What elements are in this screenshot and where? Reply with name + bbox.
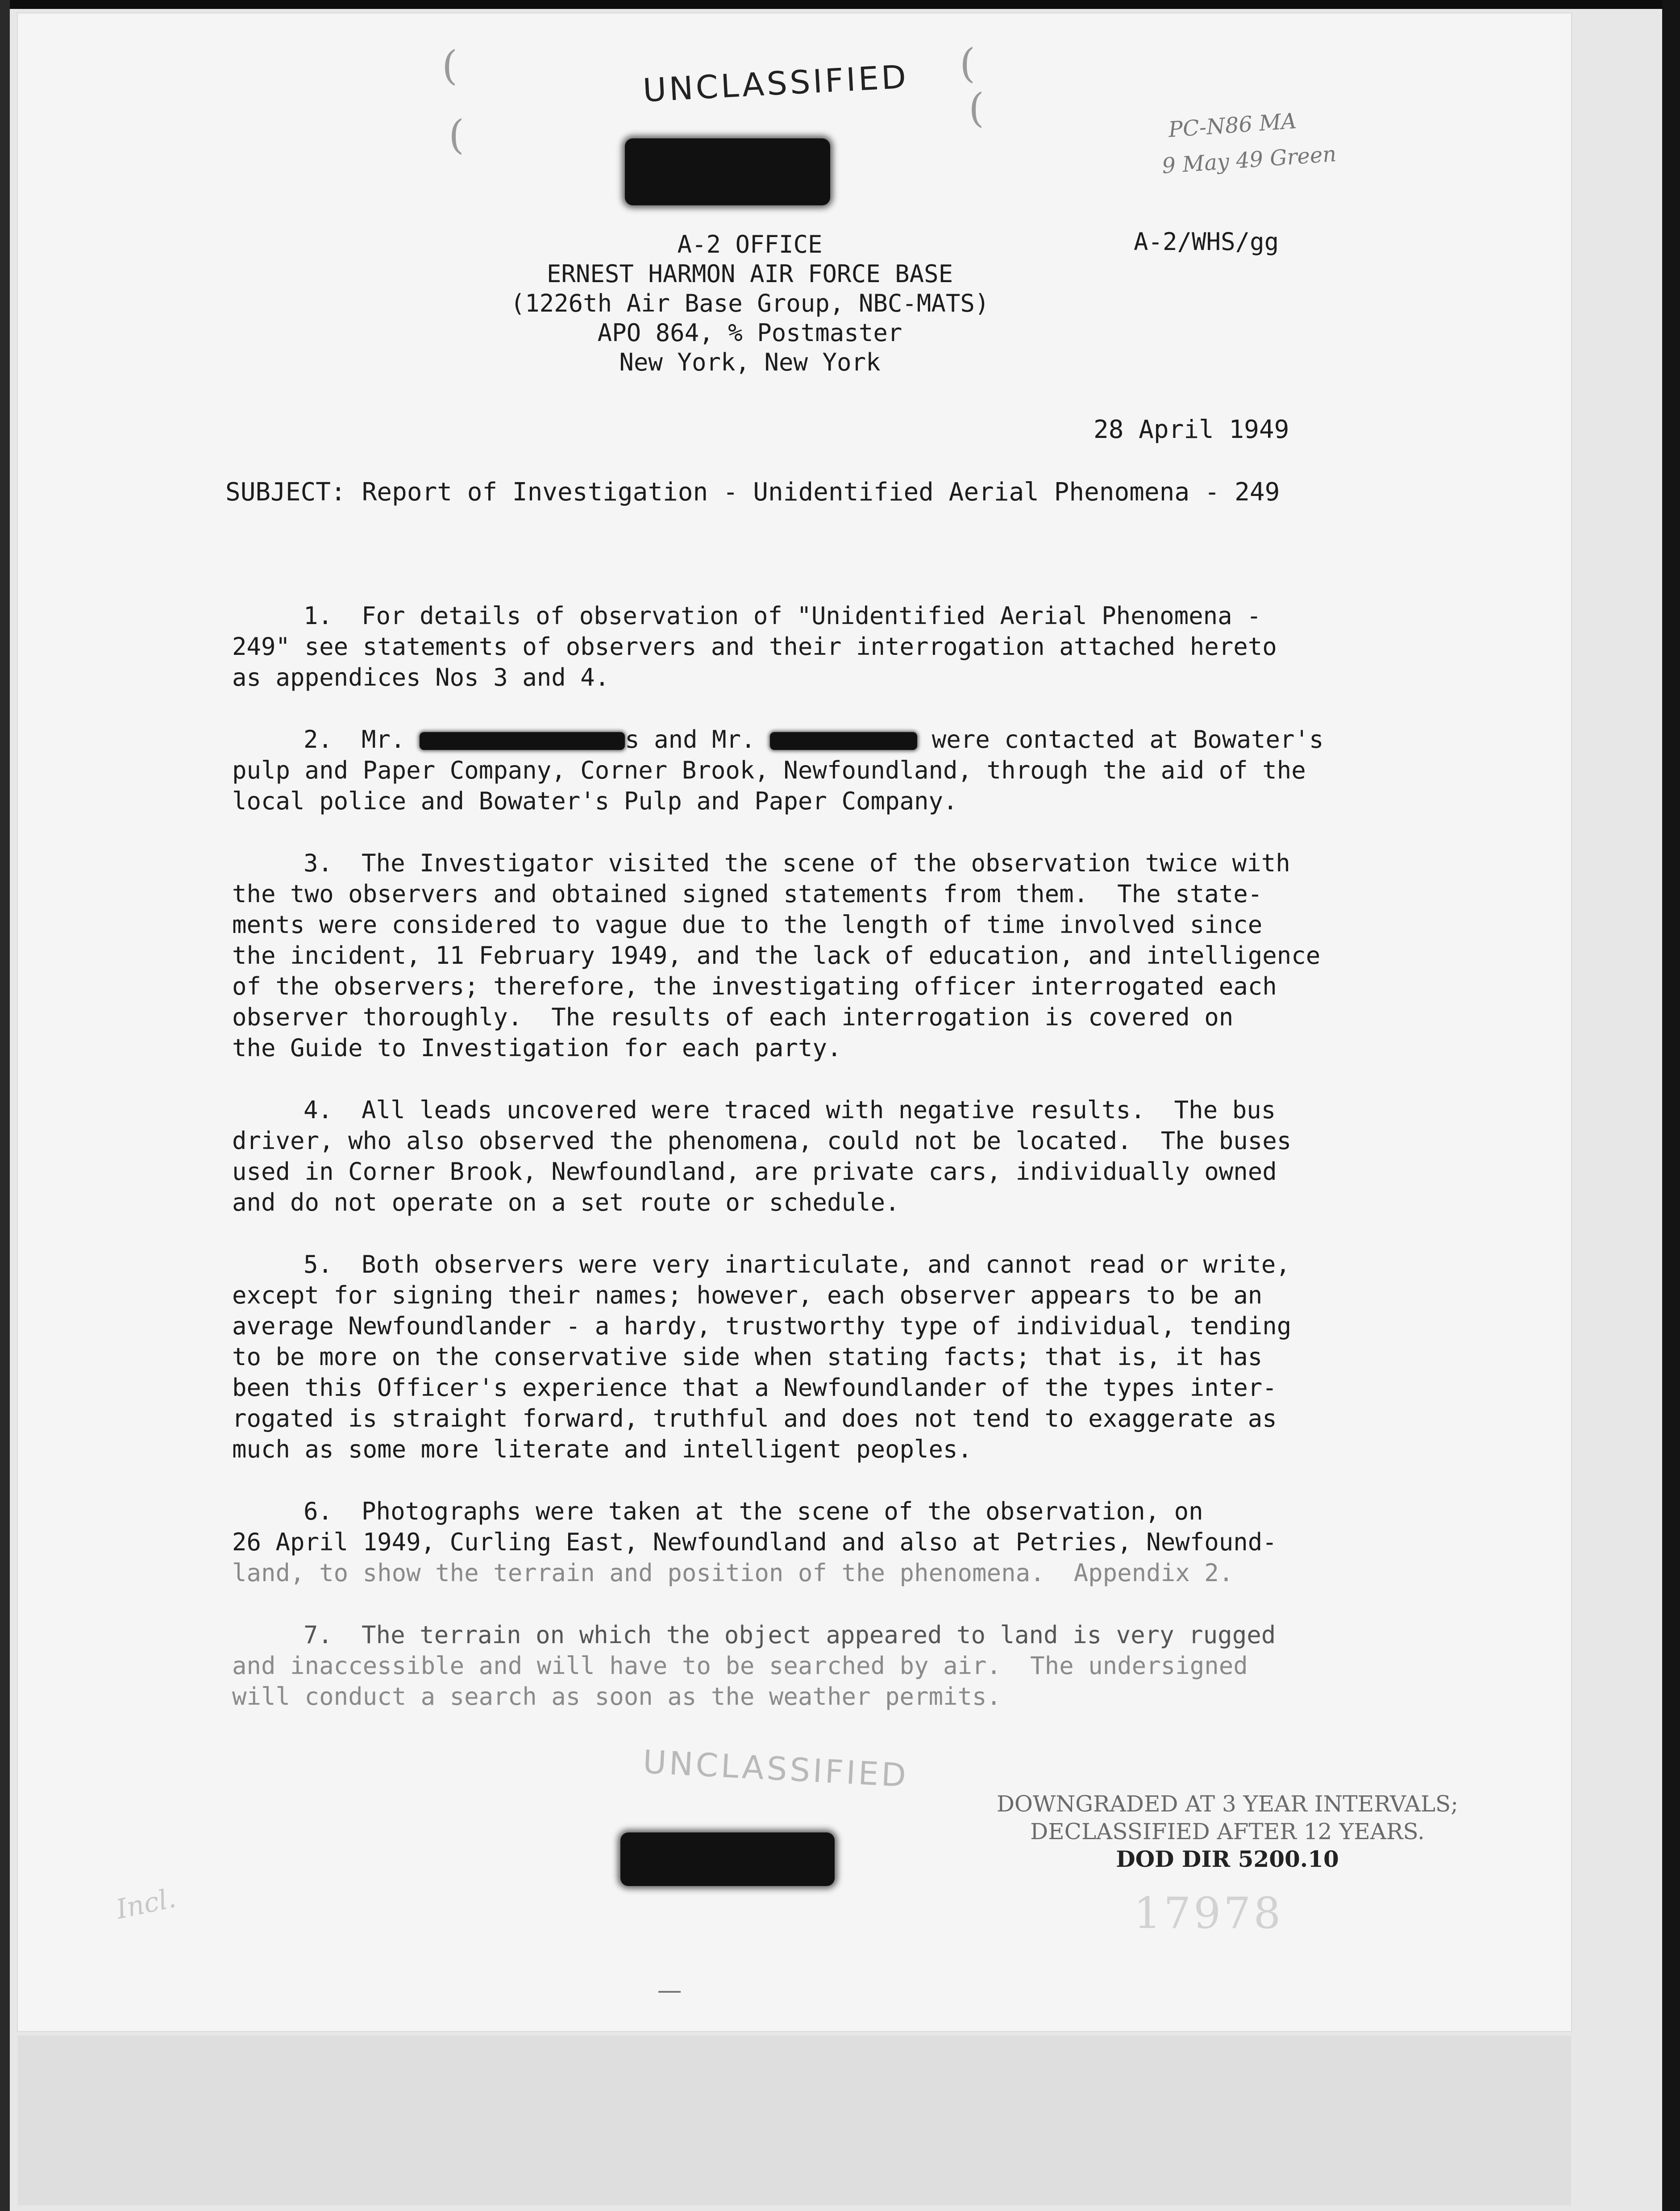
classification-stamp-top: UNCLASSIFIED (642, 58, 910, 109)
paragraph-7 (232, 1620, 1437, 1712)
paragraph-line: 3. The Investigator visited the scene of the observation twice with (304, 849, 1290, 877)
paragraph-line: to be more on the conservative side when stating facts; that is, it has (232, 1343, 1263, 1371)
paragraph-line: driver, who also observed the phenomena, could not be located. The buses (232, 1127, 1292, 1155)
paragraph-line: the incident, 11 February 1949, and the lack of education, and intelligence (232, 941, 1321, 970)
paragraph-5 (232, 1249, 1437, 1465)
margin-note: Incl. (113, 1882, 179, 1926)
letter-body (232, 600, 1437, 1743)
paragraph-line: as appendices Nos 3 and 4. (232, 663, 610, 691)
paragraph-line: the Guide to Investigation for each party. (232, 1034, 842, 1062)
p2-mid: s and Mr. (625, 725, 770, 754)
paragraph-line: 7. The terrain on which the object appeared to land is very rugged (304, 1621, 1276, 1649)
paragraph-line: except for signing their names; however, each observer appears to be an (232, 1281, 1263, 1309)
redaction-block-top (625, 138, 830, 205)
redaction-block-bottom (620, 1832, 835, 1886)
scan-border-right (1662, 0, 1680, 2211)
subject-label: SUBJECT: (225, 478, 346, 507)
letterhead-apo: APO 864, % Postmaster (597, 319, 902, 347)
redaction-name-2 (770, 732, 917, 750)
subject-line (225, 478, 1280, 507)
margin-paren-left-2: ( (449, 112, 465, 158)
letterhead-base: ERNEST HARMON AIR FORCE BASE (546, 260, 953, 288)
declassification-stamp (937, 1790, 1518, 1873)
p2-prefix: 2. Mr. (304, 725, 420, 754)
scan-border-top (0, 0, 1680, 9)
declass-line-1: DOWNGRADED AT 3 YEAR INTERVALS; (996, 1791, 1459, 1817)
paragraph-line: 249" see statements of observers and their interrogation attached hereto (232, 633, 1277, 661)
paragraph-line: land, to show the terrain and position of the phenomena. Appendix 2. (232, 1559, 1234, 1587)
paragraph-2 (232, 724, 1437, 816)
paragraph-3 (232, 848, 1437, 1063)
paragraph-line: 6. Photographs were taken at the scene of the observation, on (304, 1497, 1203, 1525)
p2-suffix: were contacted at Bowater's (917, 725, 1324, 754)
paragraph-line: local police and Bowater's Pulp and Paper Company. (232, 787, 958, 815)
paragraph-1 (232, 600, 1437, 693)
paragraph-4 (232, 1095, 1437, 1218)
reference-code: A-2/WHS/gg (1134, 228, 1279, 256)
scan-border-left (0, 0, 10, 2211)
paragraph-6 (232, 1496, 1437, 1588)
paragraph-line: and inaccessible and will have to be searched by air. The undersigned (232, 1652, 1248, 1680)
paragraph-line: pulp and Paper Company, Corner Brook, Newfoundland, through the aid of the (232, 756, 1306, 784)
classification-stamp-bottom: UNCLASSIFIED (642, 1743, 910, 1795)
letterhead-city: New York, New York (619, 348, 881, 376)
paragraph-line (232, 724, 1437, 755)
handwritten-line-1: PC-N86 MA (1167, 108, 1297, 142)
redaction-name-1 (420, 732, 625, 750)
margin-paren-right: ( (960, 40, 976, 87)
handwritten-line-2: 9 May 49 Green (1161, 141, 1337, 179)
page-tick-mark (658, 1991, 681, 1993)
letter-date: 28 April 1949 (1094, 415, 1289, 444)
paragraph-line: been this Officer's experience that a Newfoundlander of the types inter- (232, 1374, 1277, 1402)
paragraph-line: the two observers and obtained signed statements from them. The state- (232, 880, 1263, 908)
paragraph-line: observer thoroughly. The results of each interrogation is covered on (232, 1003, 1234, 1031)
paragraph-line: 1. For details of observation of "Unidentified Aerial Phenomena - (304, 602, 1261, 630)
paragraph-line: of the observers; therefore, the investigating officer interrogated each (232, 972, 1277, 1000)
letterhead-office: A-2 OFFICE (677, 230, 823, 258)
paragraph-line: ments were considered to vague due to the length of time involved since (232, 911, 1263, 939)
margin-paren-right-2: ( (969, 85, 985, 132)
document-number: 17978 (1134, 1888, 1284, 1938)
declass-line-2: DECLASSIFIED AFTER 12 YEARS. (1030, 1819, 1425, 1845)
paragraph-line: much as some more literate and intelligent peoples. (232, 1435, 973, 1463)
subject-text: Report of Investigation - Unidentified Aerial Phenomena - 249 (362, 478, 1280, 507)
paragraph-line: average Newfoundlander - a hardy, trustworthy type of individual, tending (232, 1312, 1292, 1340)
scan-bottom-strip (18, 2036, 1571, 2205)
paragraph-line: and do not operate on a set route or schedule. (232, 1188, 900, 1216)
letterhead-group: (1226th Air Base Group, NBC-MATS) (510, 289, 990, 317)
paragraph-line: 5. Both observers were very inarticulate, and cannot read or write, (304, 1250, 1290, 1278)
paragraph-line: 4. All leads uncovered were traced with negative results. The bus (304, 1096, 1276, 1124)
letterhead (460, 230, 1040, 377)
paragraph-line: used in Corner Brook, Newfoundland, are private cars, individually owned (232, 1158, 1277, 1186)
paragraph-line: 26 April 1949, Curling East, Newfoundland and also at Petries, Newfound- (232, 1528, 1277, 1556)
paragraph-line: rogated is straight forward, truthful and does not tend to exaggerate as (232, 1404, 1277, 1432)
paragraph-line: will conduct a search as soon as the weather permits. (232, 1682, 1002, 1711)
margin-paren-left: ( (442, 42, 458, 89)
declass-line-3: DOD DIR 5200.10 (1116, 1846, 1339, 1872)
